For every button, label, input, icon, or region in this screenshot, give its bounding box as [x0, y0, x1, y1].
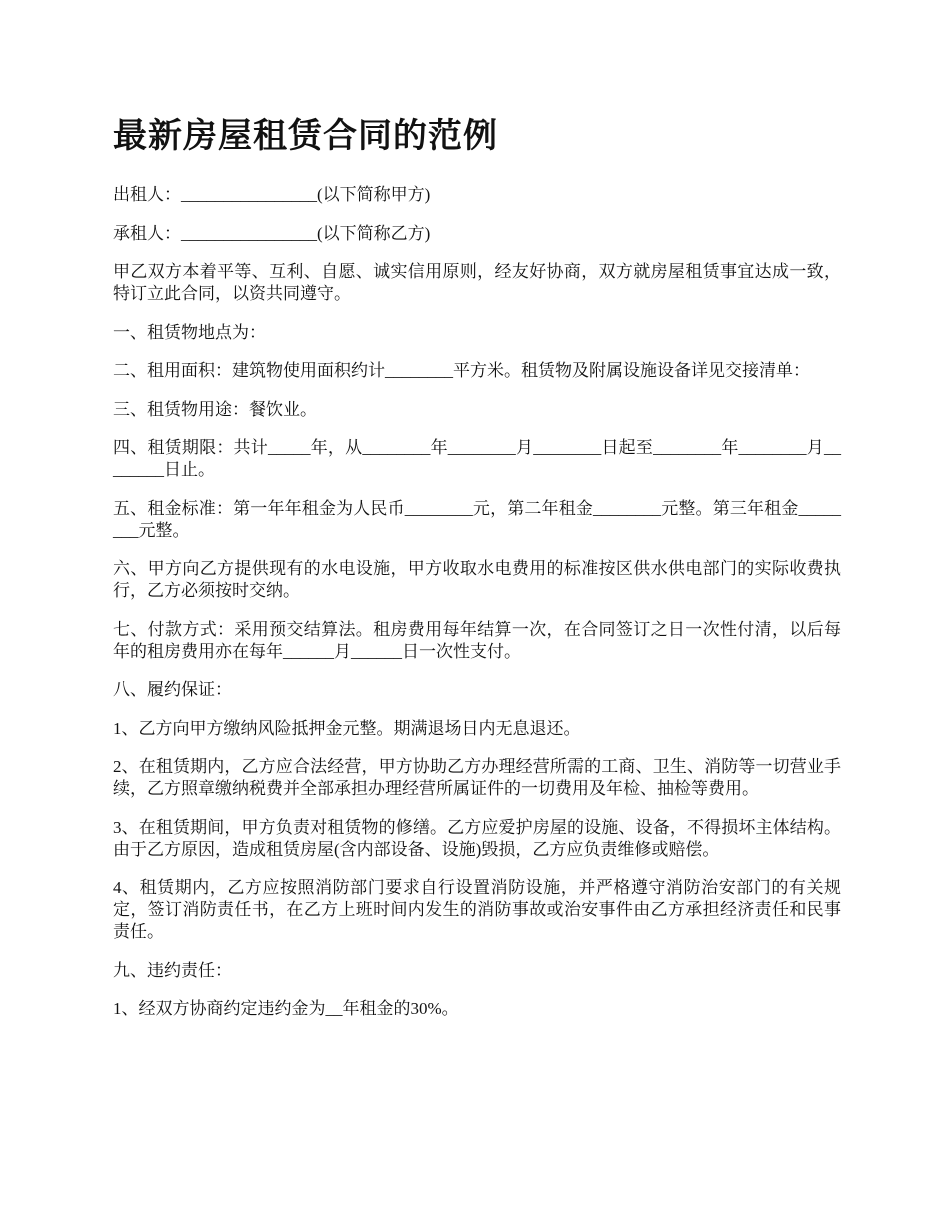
- clause-9-heading: 九、违约责任：: [113, 960, 232, 980]
- clause-9-item-1: 1、经双方协商约定违约金为__年租金的30%。: [113, 999, 459, 1018]
- clause-8-item-4: 4、租赁期内，乙方应按照消防部门要求自行设置消防设施，并严格遵守消防治安部门的有关规定，签订消防责任书，在乙方上班时间内发生的消防事故或治安事件由乙方承担经济责任和民事责任。: [113, 878, 841, 941]
- clause-8-item-3: 3、在租赁期间，甲方负责对租赁物的修缮。乙方应爱护房屋的设施、设备，不得损坏主体结构。由于乙方原因，造成租赁房屋(含内部设备、设施)毁损，乙方应负责维修或赔偿。: [113, 817, 841, 859]
- clause-5-rent: 五、租金标准：第一年年租金为人民币________元，第二年租金________元整。第三年租金________元整。: [113, 498, 841, 540]
- clause-2-area: 二、租用面积：建筑物使用面积约计________平方米。租赁物及附属设施设备详见交接清单：: [113, 361, 810, 380]
- clause-8-item-1: 1、乙方向甲方缴纳风险抵押金元整。期满退场日内无息退还。: [113, 718, 581, 738]
- clause-7-payment: 七、付款方式：采用预交结算法。租房费用每年结算一次，在合同签订之日一次性付清，以后每年的租房费用亦在每年______月______日一次性支付。: [113, 619, 841, 661]
- clause-4-term: 四、租赁期限：共计_____年，从________年________月________日起至________年________月________日止。: [113, 438, 841, 479]
- clause-8-item-2: 2、在租赁期内，乙方应合法经营，甲方协助乙方办理经营所需的工商、卫生、消防等一切营业手续，乙方照章缴纳税费并全部承担办理经营所属证件的一切费用及年检、抽检等费用。: [113, 757, 841, 798]
- lessor-line: 出租人：________________(以下简称甲方): [113, 185, 431, 204]
- clause-8-heading: 八、履约保证：: [113, 680, 232, 699]
- lessee-line: 承租人：________________(以下简称乙方): [113, 223, 431, 243]
- clause-6-utilities: 六、甲方向乙方提供现有的水电设施，甲方收取水电费用的标准按区供水供电部门的实际收费执行，乙方必须按时交纳。: [113, 559, 841, 600]
- document-title: 最新房屋租赁合同的范例: [113, 118, 498, 155]
- document-page: [113, 112, 841, 1037]
- clause-3-usage: 三、租赁物用途：餐饮业。: [113, 399, 317, 419]
- preamble-paragraph: 甲乙双方本着平等、互利、自愿、诚实信用原则，经友好协商，双方就房屋租赁事宜达成一致，特订立此合同，以资共同遵守。: [113, 262, 841, 303]
- clause-1-location: 一、租赁物地点为：: [113, 322, 266, 342]
